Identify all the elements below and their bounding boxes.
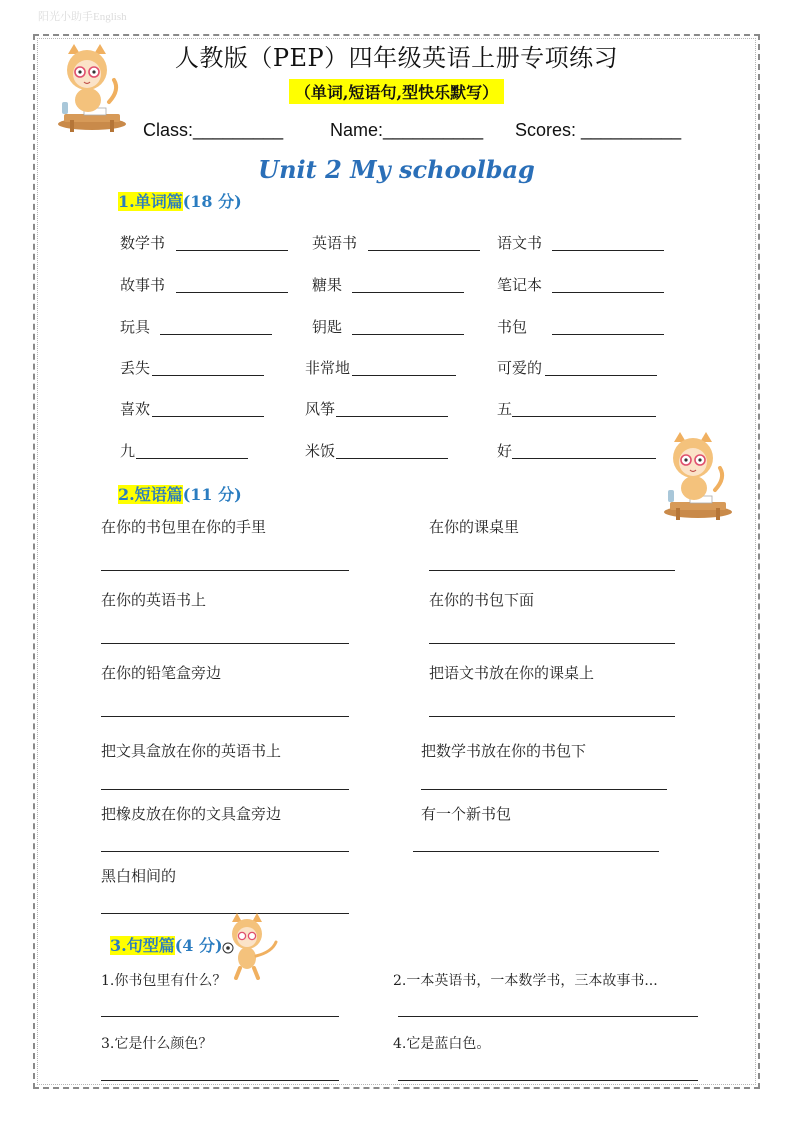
word-prompt: 故事书: [120, 276, 166, 294]
word-answer-line[interactable]: [152, 416, 264, 417]
word-answer-line[interactable]: [336, 416, 448, 417]
phrase-prompt: 在你的书包里在你的手里: [101, 518, 267, 536]
phrase-prompt: 把橡皮放在你的文具盒旁边: [101, 805, 282, 823]
word-answer-line[interactable]: [352, 334, 464, 335]
word-prompt: 好: [497, 442, 513, 460]
sentence-answer-line[interactable]: [101, 1080, 339, 1081]
word-answer-line[interactable]: [512, 416, 656, 417]
phrase-answer-line[interactable]: [413, 851, 659, 852]
word-prompt: 九: [120, 442, 136, 460]
word-answer-line[interactable]: [152, 375, 264, 376]
word-prompt: 数学书: [120, 234, 166, 252]
phrase-answer-line[interactable]: [101, 851, 349, 852]
phrase-answer-line[interactable]: [429, 643, 675, 644]
section-words-label: 单词篇: [134, 192, 183, 211]
phrase-answer-line[interactable]: [101, 716, 349, 717]
sentence-prompt: 1.你书包里有什么？: [101, 973, 227, 989]
word-answer-line[interactable]: [545, 375, 657, 376]
word-prompt: 喜欢: [120, 400, 151, 418]
word-prompt: 风筝: [305, 400, 336, 418]
phrase-prompt: 在你的书包下面: [429, 591, 535, 609]
sentence-answer-line[interactable]: [398, 1080, 698, 1081]
word-answer-line[interactable]: [368, 250, 480, 251]
word-prompt: 非常地: [305, 359, 351, 377]
phrase-prompt: 黑白相间的: [101, 867, 177, 885]
section-words-points: (18 分): [182, 192, 242, 211]
word-prompt: 五: [497, 400, 513, 418]
section-sentences-label: 句型篇: [126, 936, 175, 955]
word-prompt: 英语书: [312, 234, 358, 252]
phrase-answer-line[interactable]: [421, 789, 667, 790]
word-prompt: 可爱的: [497, 359, 543, 377]
phrase-prompt: 把语文书放在你的课桌上: [429, 664, 595, 682]
sentence-prompt: 4.它是蓝白色。: [393, 1036, 491, 1052]
phrase-answer-line[interactable]: [101, 643, 349, 644]
word-answer-line[interactable]: [512, 458, 656, 459]
cat-mascot-icon: [660, 430, 736, 520]
word-prompt: 笔记本: [497, 276, 543, 294]
cat-mascot-icon: [218, 910, 284, 980]
unit-title: Unit 2 My schoolbag: [258, 155, 535, 184]
section-phrases-points: (11 分): [182, 485, 242, 504]
phrase-prompt: 把文具盒放在你的英语书上: [101, 742, 282, 760]
page-subtitle-wrap: [0, 79, 793, 104]
section-phrases-heading: [118, 482, 242, 505]
scores-field[interactable]: Scores: __________: [515, 120, 682, 140]
page-subtitle: （单词,短语句,型快乐默写）: [289, 79, 504, 104]
phrase-prompt: 在你的课桌里: [429, 518, 520, 536]
word-answer-line[interactable]: [176, 250, 288, 251]
phrase-answer-line[interactable]: [101, 789, 349, 790]
word-answer-line[interactable]: [352, 292, 464, 293]
section-words-num: 1.: [118, 192, 135, 211]
name-field[interactable]: Name:__________: [330, 120, 484, 140]
section-phrases-num: 2.: [118, 485, 135, 504]
sentence-prompt: 2.一本英语书，一本数学书，三本故事书...: [393, 973, 658, 989]
word-prompt: 书包: [497, 318, 528, 336]
class-field[interactable]: Class:_________: [143, 120, 284, 140]
word-answer-line[interactable]: [176, 292, 288, 293]
phrase-prompt: 在你的铅笔盒旁边: [101, 664, 222, 682]
page-title: 人教版（PEP）四年级英语上册专项练习: [174, 44, 619, 72]
phrase-prompt: 把数学书放在你的书包下: [421, 742, 587, 760]
sentence-prompt: 3.它是什么颜色？: [101, 1036, 213, 1052]
phrase-answer-line[interactable]: [101, 570, 349, 571]
word-answer-line[interactable]: [336, 458, 448, 459]
section-phrases-label: 短语篇: [134, 485, 183, 504]
section-sentences-num: 3.: [110, 936, 127, 955]
word-prompt: 糖果: [312, 276, 343, 294]
word-prompt: 钥匙: [312, 318, 343, 336]
watermark: 阳光小助手English: [38, 11, 127, 23]
phrase-answer-line[interactable]: [429, 570, 675, 571]
word-answer-line[interactable]: [552, 334, 664, 335]
word-prompt: 米饭: [305, 442, 336, 460]
word-prompt: 语文书: [497, 234, 543, 252]
word-answer-line[interactable]: [136, 458, 248, 459]
word-answer-line[interactable]: [552, 292, 664, 293]
phrase-prompt: 在你的英语书上: [101, 591, 207, 609]
section-sentences-heading: [110, 933, 223, 956]
word-answer-line[interactable]: [352, 375, 456, 376]
sentence-answer-line[interactable]: [398, 1016, 698, 1017]
word-answer-line[interactable]: [552, 250, 664, 251]
word-prompt: 玩具: [120, 318, 151, 336]
sentence-answer-line[interactable]: [101, 1016, 339, 1017]
section-words-heading: [118, 189, 242, 212]
word-answer-line[interactable]: [160, 334, 272, 335]
section-sentences-points: (4 分): [174, 936, 223, 955]
phrase-answer-line[interactable]: [429, 716, 675, 717]
word-prompt: 丢失: [120, 359, 151, 377]
phrase-prompt: 有一个新书包: [421, 805, 512, 823]
